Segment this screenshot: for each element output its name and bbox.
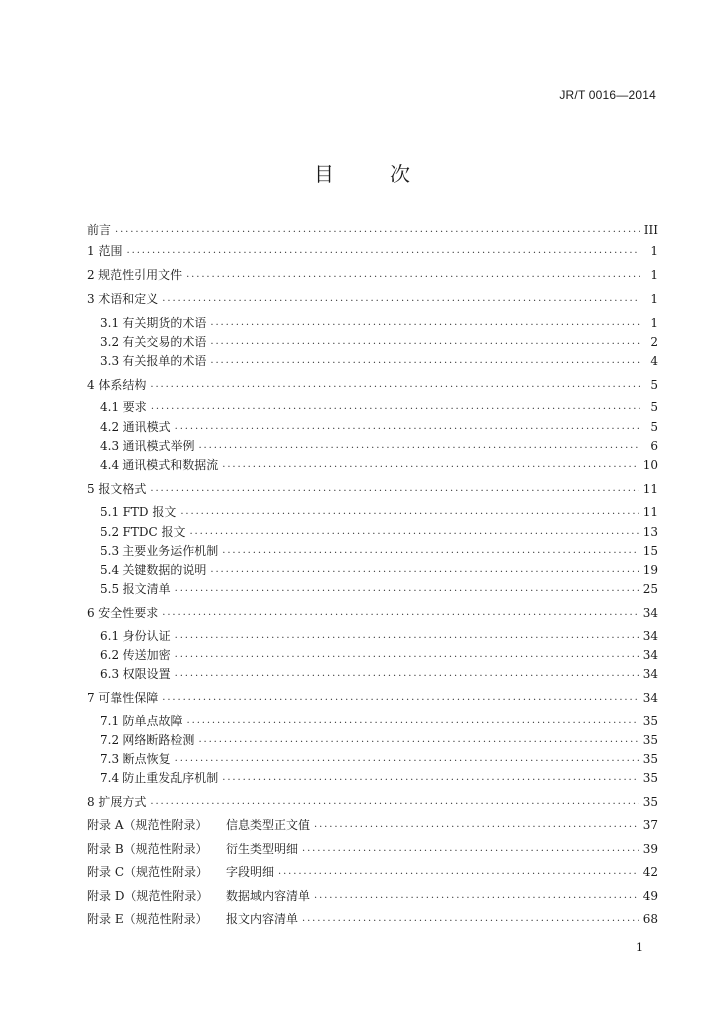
toc-dot-leader xyxy=(222,542,638,560)
toc-dot-leader xyxy=(162,604,638,622)
toc-appendix-entry[interactable] xyxy=(87,816,658,834)
toc-entry-label: 衍生类型明细 xyxy=(226,842,299,856)
toc-dot-leader xyxy=(162,689,638,707)
page-title: 目 次 xyxy=(314,162,428,186)
toc-entry-label: 信息类型正文值 xyxy=(226,818,311,832)
toc-dot-leader xyxy=(187,712,639,730)
toc-entry-label: 权限设置 xyxy=(122,667,171,681)
toc-entry-label: 有关交易的术语 xyxy=(122,335,207,349)
toc-entry-page: 5 xyxy=(650,420,658,434)
toc-dot-leader xyxy=(151,398,640,416)
toc-entry-page: 37 xyxy=(642,818,658,832)
toc-section-entry[interactable] xyxy=(87,242,658,260)
toc-entry-number: 附录 C（规范性附录） xyxy=(87,865,208,879)
toc-entry-page: III xyxy=(643,223,658,237)
toc-entry-number: 8 xyxy=(87,795,95,809)
toc-subsection-entry[interactable] xyxy=(100,333,658,351)
toc-subsection-entry[interactable] xyxy=(100,750,658,768)
toc-entry-number: 3 xyxy=(87,292,95,306)
toc-subsection-entry[interactable] xyxy=(100,437,658,455)
toc-entry-page: 2 xyxy=(650,335,658,349)
toc-entry-page: 34 xyxy=(642,606,658,620)
toc-dot-leader xyxy=(210,333,640,351)
toc-appendix-entry[interactable] xyxy=(87,840,658,858)
toc-dot-leader xyxy=(180,503,638,521)
toc-dot-leader xyxy=(175,418,640,436)
toc-entry-label: 网络断路检测 xyxy=(122,733,195,747)
toc-entry-label: 要求 xyxy=(122,400,147,414)
toc-dot-leader xyxy=(198,437,640,455)
toc-entry-label: 有关期货的术语 xyxy=(122,316,207,330)
toc-entry-number: 5.5 xyxy=(100,582,120,596)
toc-dot-leader xyxy=(189,523,638,541)
toc-entry-number: 7.1 xyxy=(100,714,120,728)
toc-entry-number: 7.3 xyxy=(100,752,120,766)
toc-entry-page: 5 xyxy=(650,400,658,414)
standard-code: JR/T 0016—2014 xyxy=(559,88,656,102)
toc-dot-leader xyxy=(115,221,640,239)
toc-entry-number: 5.4 xyxy=(100,563,120,577)
toc-entry-label: 防单点故障 xyxy=(122,714,183,728)
toc-entry-label: 有关报单的术语 xyxy=(122,354,207,368)
toc-entry-page: 11 xyxy=(642,482,658,496)
toc-entry-number: 3.3 xyxy=(100,354,120,368)
toc-entry-label: 可靠性保障 xyxy=(98,691,159,705)
toc-entry-label: 通讯模式和数据流 xyxy=(122,458,219,472)
toc-entry-number: 4.1 xyxy=(100,400,120,414)
toc-entry-label: 体系结构 xyxy=(98,378,147,392)
toc-entry-number: 2 xyxy=(87,268,95,282)
toc-entry-label: 前言 xyxy=(87,223,112,237)
toc-entry-label: 范围 xyxy=(98,244,123,258)
toc-entry-label: 主要业务运作机制 xyxy=(122,544,219,558)
toc-entry-label: 关键数据的说明 xyxy=(122,563,207,577)
toc-dot-leader xyxy=(175,646,639,664)
toc-entry-page: 25 xyxy=(642,582,658,596)
toc-entry-page: 11 xyxy=(642,505,658,519)
toc-entry-number: 6.3 xyxy=(100,667,120,681)
toc-subsection-entry[interactable] xyxy=(100,627,658,645)
toc-dot-leader xyxy=(175,580,639,598)
toc-entry-number: 6 xyxy=(87,606,95,620)
toc-entry-number: 4.2 xyxy=(100,420,120,434)
toc-section-entry[interactable] xyxy=(87,376,658,394)
toc-dot-leader xyxy=(175,627,639,645)
toc-entry-page: 49 xyxy=(642,889,658,903)
toc-entry-page: 42 xyxy=(642,865,658,879)
toc-dot-leader xyxy=(186,266,640,284)
toc-entry-number: 4.4 xyxy=(100,458,120,472)
toc-entry-label: 报文格式 xyxy=(98,482,147,496)
toc-entry-number: 6.1 xyxy=(100,629,120,643)
toc-entry-number: 4 xyxy=(87,378,95,392)
toc-subsection-entry[interactable] xyxy=(100,731,658,749)
toc-entry-page: 35 xyxy=(642,771,658,785)
toc-subsection-entry[interactable] xyxy=(100,456,658,474)
toc-dot-leader xyxy=(175,750,639,768)
toc-entry-page: 34 xyxy=(642,691,658,705)
toc-dot-leader xyxy=(162,290,640,308)
toc-section-entry[interactable] xyxy=(87,221,658,239)
toc-appendix-entry[interactable] xyxy=(87,887,658,905)
toc-entry-number: 附录 A（规范性附录） xyxy=(87,818,208,832)
toc-entry-number: 7 xyxy=(87,691,95,705)
toc-section-entry[interactable] xyxy=(87,793,658,811)
toc-entry-label: 数据域内容清单 xyxy=(226,889,311,903)
toc-entry-label: FTDC 报文 xyxy=(122,525,186,539)
toc-section-entry[interactable] xyxy=(87,689,658,707)
toc-subsection-entry[interactable] xyxy=(100,561,658,579)
toc-entry-label: 术语和定义 xyxy=(98,292,159,306)
toc-entry-number: 附录 E（规范性附录） xyxy=(87,912,208,926)
toc-subsection-entry[interactable] xyxy=(100,418,658,436)
toc-entry-page: 35 xyxy=(642,714,658,728)
toc-entry-number: 1 xyxy=(87,244,95,258)
toc-entry-number: 3.2 xyxy=(100,335,120,349)
toc-subsection-entry[interactable] xyxy=(100,580,658,598)
toc-entry-label: 安全性要求 xyxy=(98,606,159,620)
toc-section-entry[interactable] xyxy=(87,480,658,498)
toc-dot-leader xyxy=(302,840,639,858)
toc-section-entry[interactable] xyxy=(87,290,658,308)
toc-subsection-entry[interactable] xyxy=(100,523,658,541)
toc-subsection-entry[interactable] xyxy=(100,352,658,370)
toc-entry-label: 通讯模式 xyxy=(122,420,171,434)
toc-dot-leader xyxy=(150,480,638,498)
toc-entry-page: 15 xyxy=(642,544,658,558)
toc-entry-page: 10 xyxy=(642,458,658,472)
toc-entry-page: 19 xyxy=(642,563,658,577)
toc-entry-number: 6.2 xyxy=(100,648,120,662)
toc-entry-page: 1 xyxy=(650,268,658,282)
toc-entry-page: 35 xyxy=(642,733,658,747)
toc-entry-page: 34 xyxy=(642,667,658,681)
toc-entry-number: 附录 D（规范性附录） xyxy=(87,889,209,903)
toc-entry-number: 5 xyxy=(87,482,95,496)
toc-dot-leader xyxy=(222,456,638,474)
toc-section-entry[interactable] xyxy=(87,266,658,284)
toc-entry-page: 1 xyxy=(650,292,658,306)
toc-dot-leader xyxy=(198,731,638,749)
toc-entry-label: 身份认证 xyxy=(122,629,171,643)
toc-dot-leader xyxy=(314,887,639,905)
toc-dot-leader xyxy=(278,863,639,881)
toc-entry-number: 附录 B（规范性附录） xyxy=(87,842,208,856)
toc-entry-number: 5.1 xyxy=(100,505,120,519)
toc-entry-number: 7.4 xyxy=(100,771,120,785)
toc-entry-label: 报文清单 xyxy=(122,582,171,596)
toc-dot-leader xyxy=(150,376,640,394)
toc-entry-label: 防止重发乱序机制 xyxy=(122,771,219,785)
toc-entry-number: 3.1 xyxy=(100,316,120,330)
toc-dot-leader xyxy=(314,816,639,834)
toc-subsection-entry[interactable] xyxy=(100,314,658,332)
toc-entry-page: 35 xyxy=(642,752,658,766)
toc-entry-page: 34 xyxy=(642,629,658,643)
toc-subsection-entry[interactable] xyxy=(100,646,658,664)
toc-dot-leader xyxy=(302,910,639,928)
toc-entry-label: 报文内容清单 xyxy=(226,912,299,926)
toc-appendix-entry[interactable] xyxy=(87,910,658,928)
page-number: 1 xyxy=(636,941,643,954)
toc-entry-number: 4.3 xyxy=(100,439,120,453)
toc-subsection-entry[interactable] xyxy=(100,503,658,521)
toc-entry-label: 规范性引用文件 xyxy=(98,268,183,282)
toc-entry-label: 传送加密 xyxy=(122,648,171,662)
toc-entry-label: 断点恢复 xyxy=(122,752,171,766)
toc-subsection-entry[interactable] xyxy=(100,712,658,730)
toc-entry-page: 39 xyxy=(642,842,658,856)
toc-subsection-entry[interactable] xyxy=(100,542,658,560)
toc-dot-leader xyxy=(175,665,639,683)
toc-entry-page: 68 xyxy=(642,912,658,926)
toc-entry-page: 5 xyxy=(650,378,658,392)
toc-entry-label: 通讯模式举例 xyxy=(122,439,195,453)
toc-entry-page: 1 xyxy=(650,316,658,330)
toc-dot-leader xyxy=(150,793,638,811)
toc-entry-number: 5.2 xyxy=(100,525,120,539)
toc-appendix-entry[interactable] xyxy=(87,863,658,881)
toc-entry-page: 6 xyxy=(650,439,658,453)
toc-dot-leader xyxy=(210,352,640,370)
toc-entry-label: 字段明细 xyxy=(226,865,275,879)
toc-entry-label: 扩展方式 xyxy=(98,795,147,809)
toc-dot-leader xyxy=(210,314,640,332)
toc-entry-number: 5.3 xyxy=(100,544,120,558)
toc-dot-leader xyxy=(210,561,638,579)
toc-entry-label: FTD 报文 xyxy=(122,505,177,519)
toc-entry-number: 7.2 xyxy=(100,733,120,747)
toc-dot-leader xyxy=(222,769,638,787)
toc-entry-page: 4 xyxy=(650,354,658,368)
toc-entry-page: 1 xyxy=(650,244,658,258)
toc-entry-page: 35 xyxy=(642,795,658,809)
toc-subsection-entry[interactable] xyxy=(100,398,658,416)
toc-section-entry[interactable] xyxy=(87,604,658,622)
toc-entry-page: 34 xyxy=(642,648,658,662)
toc-dot-leader xyxy=(127,242,640,260)
toc-entry-page: 13 xyxy=(642,525,658,539)
toc-subsection-entry[interactable] xyxy=(100,665,658,683)
toc-subsection-entry[interactable] xyxy=(100,769,658,787)
